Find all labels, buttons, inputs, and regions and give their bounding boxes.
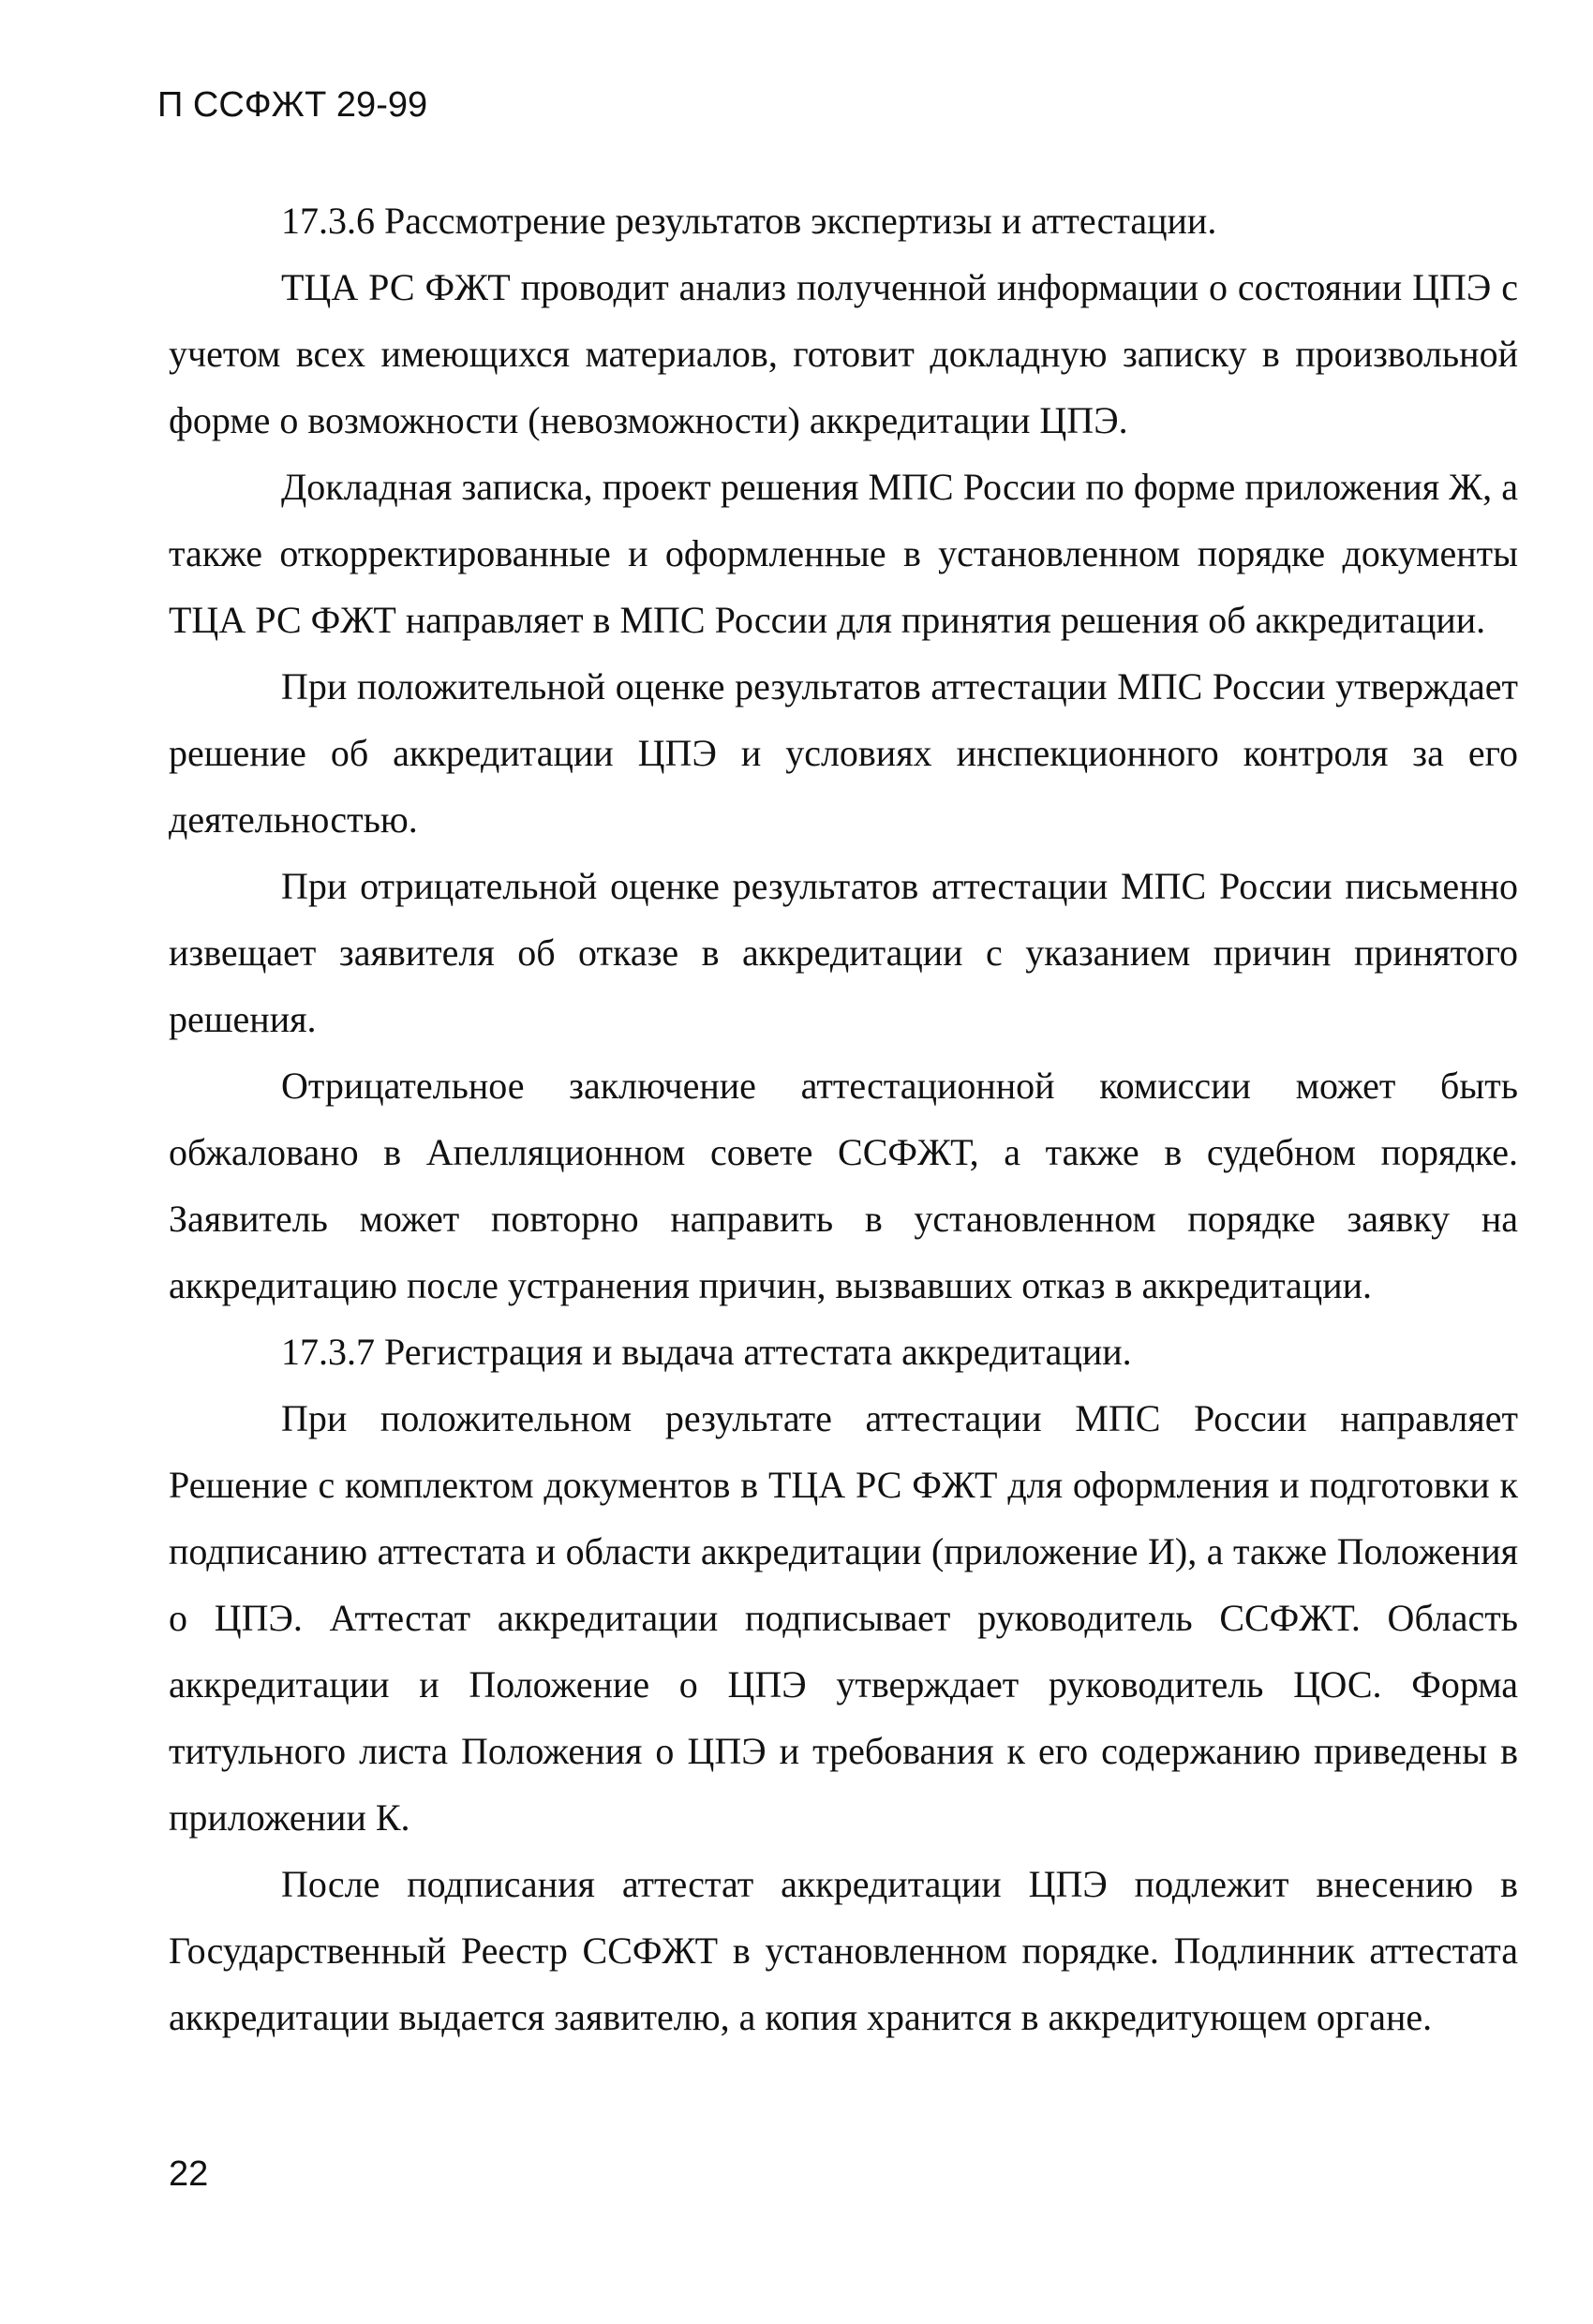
- paragraph-report: Докладная записка, проект решения МПС России по форме приложения Ж, а также откорректированные и оформленные в установленном порядке документы ТЦА РС ФЖТ направляет в МПС России для принятия решения об аккредитации.: [169, 466, 1518, 641]
- section-heading-17-3-7: 17.3.7 Регистрация и выдача аттестата аккредитации.: [281, 1331, 1132, 1373]
- paragraph-negative-assessment: При отрицательной оценке результатов аттестации МПС России письменно извещает заявителя об отказе в аккредитации с указанием причин принятого решения.: [169, 865, 1518, 1040]
- paragraph-positive-result: При положительном результате аттестации МПС России направляет Решение с комплектом документов в ТЦА РС ФЖТ для оформления и подготовки к подписанию аттестата и области аккредитации (приложение И), а также Положения о ЦПЭ. Аттестат аккредитации подписывает руководитель ССФЖТ. Область аккредитации и Положение о ЦПЭ утверждает руководитель ЦОС. Форма титульного листа Положения о ЦПЭ и требования к его содержанию приведены в приложении К.: [169, 1397, 1518, 1839]
- document-code-header: П ССФЖТ 29-99: [157, 85, 428, 125]
- paragraph-appeal: Отрицательное заключение аттестационной комиссии может быть обжаловано в Апелляционном совете ССФЖТ, а также в судебном порядке. Заявитель может повторно направить в установленном порядке заявку на аккредитацию после устранения причин, вызвавших отказ в аккредитации.: [169, 1065, 1518, 1306]
- section-heading-17-3-6: 17.3.6 Рассмотрение результатов экспертизы и аттестации.: [281, 200, 1217, 242]
- paragraph-positive-assessment: При положительной оценке результатов аттестации МПС России утверждает решение об аккредитации ЦПЭ и условиях инспекционного контроля за его деятельностью.: [169, 665, 1518, 841]
- paragraph-analysis: ТЦА РС ФЖТ проводит анализ полученной информации о состоянии ЦПЭ с учетом всех имеющихся материалов, готовит докладную записку в произвольной форме о возможности (невозможности) аккредитации ЦПЭ.: [169, 266, 1518, 441]
- document-body: [169, 187, 1518, 2050]
- page-number: 22: [169, 2154, 209, 2194]
- paragraph-registration: После подписания аттестат аккредитации ЦПЭ подлежит внесению в Государственный Реестр ССФЖТ в установленном порядке. Подлинник аттестата аккредитации выдается заявителю, а копия хранится в аккредитующем органе.: [169, 1863, 1518, 2038]
